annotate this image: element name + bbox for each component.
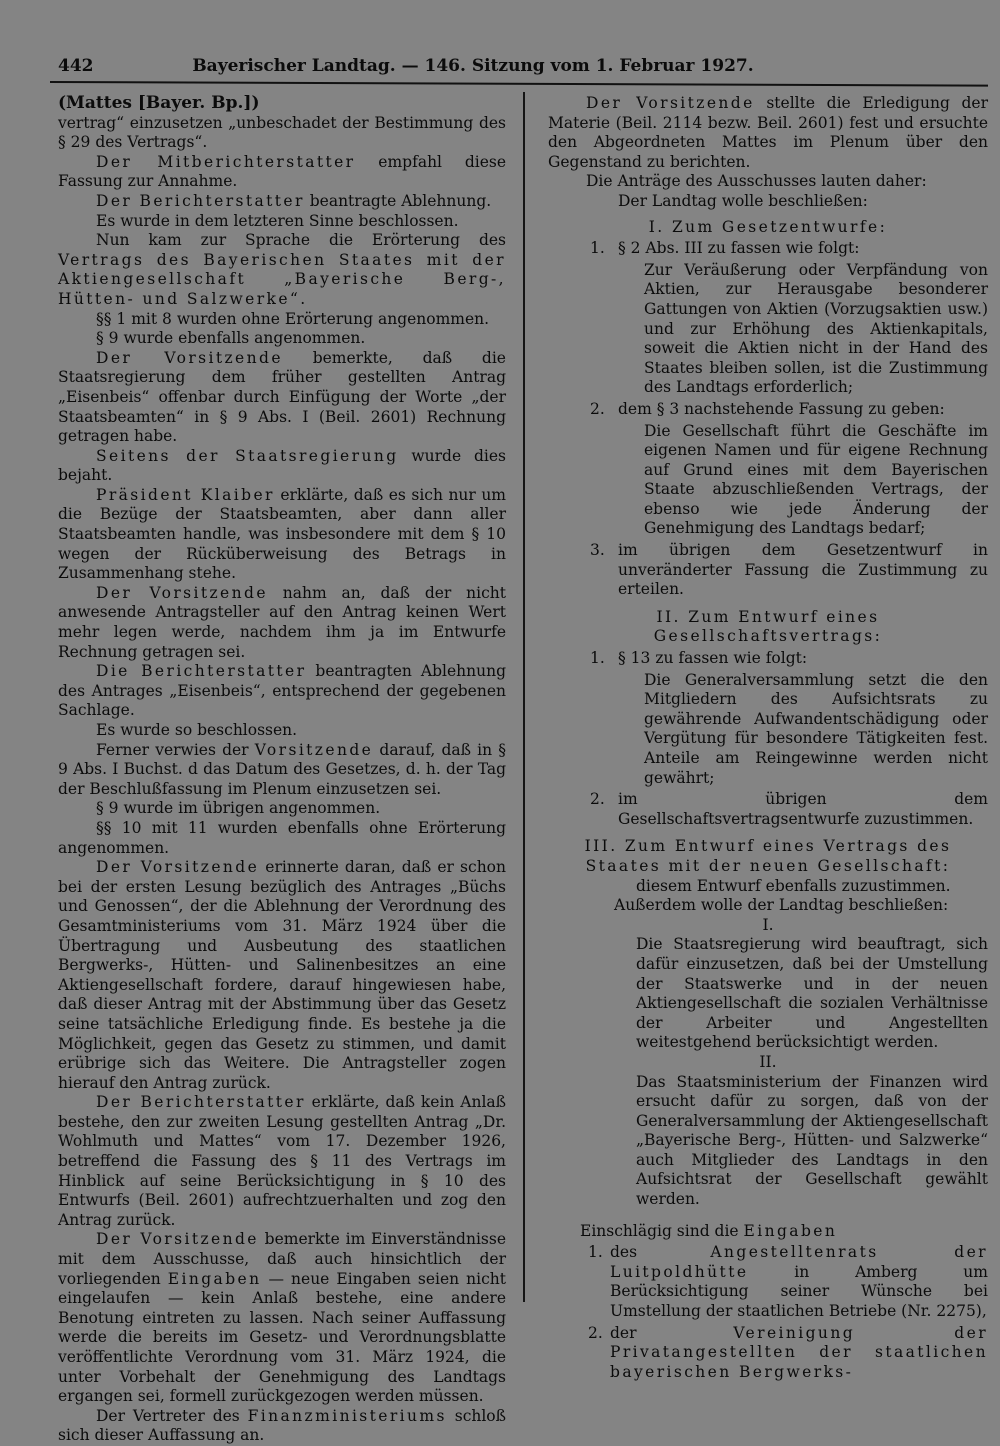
speaker-name: Seitens der Staatsregierung bbox=[96, 446, 399, 465]
paragraph: §§ 10 mit 11 wurden ebenfalls ohne Erörterung angenommen. bbox=[58, 818, 506, 857]
paragraph bbox=[58, 741, 506, 800]
section-heading: II. Zum Entwurf eines Gesellschaftsvertrags: bbox=[653, 607, 883, 646]
paragraph: Der Landtag wolle beschließen: bbox=[618, 191, 868, 210]
paragraph bbox=[58, 231, 506, 309]
item-number: 2. bbox=[588, 1323, 603, 1342]
paragraph: Außerdem wolle der Landtag beschließen: bbox=[614, 896, 949, 915]
item-text: dem § 3 nachstehende Fassung zu geben: bbox=[618, 399, 945, 418]
column-divider bbox=[523, 92, 525, 1302]
speaker-name: Der Berichterstatter bbox=[96, 1093, 306, 1112]
running-title: Bayerischer Landtag. — 146. Sitzung vom 1. Februar 1927. bbox=[192, 56, 754, 76]
paragraph-text: beantragte Ablehnung. bbox=[304, 191, 492, 210]
item-text-part: der bbox=[610, 1323, 734, 1342]
item-number: 1. bbox=[590, 649, 605, 668]
paragraph-text: bemerkte im Einverständnisse mit dem Ausschusse, daß auch hinsichtlich der vorliegenden bbox=[58, 1230, 506, 1288]
emphasis-text: Vereinigung der Privatangestellten der staatlichen bayerischen Bergwerks- bbox=[610, 1323, 988, 1381]
speaker-name: Präsident Klaiber bbox=[96, 485, 275, 504]
paragraph: Es wurde in dem letzteren Sinne beschlossen. bbox=[96, 211, 459, 230]
paragraph: §§ 1 mit 8 wurden ohne Erörterung angenommen. bbox=[96, 309, 490, 328]
list-item bbox=[548, 1243, 988, 1321]
paragraph bbox=[58, 858, 506, 1093]
paragraph-text: stellte die Erledigung der Materie (Beil. 2114 bezw. Beil. 2601) fest und ersuchte den Abgeordneten Mattes im Plenum über den Gegenstand zu berichten. bbox=[548, 94, 988, 171]
paragraph bbox=[58, 153, 506, 192]
spacer bbox=[548, 1210, 988, 1222]
roman-numeral: II. bbox=[759, 1052, 777, 1071]
page-number: 442 bbox=[58, 56, 94, 76]
list-item bbox=[548, 649, 988, 669]
paragraph: vertrag“ einzusetzen „unbeschadet der Bestimmung des § 29 des Vertrags“. bbox=[58, 113, 506, 152]
list-item bbox=[548, 400, 988, 420]
item-text bbox=[610, 1324, 988, 1383]
paragraph bbox=[58, 1093, 506, 1230]
item-number: 1. bbox=[588, 1243, 603, 1262]
item-text: § 13 zu fassen wie folgt: bbox=[618, 649, 808, 668]
paragraph-text: beantragten Ablehnung des Antrages „Eisenbeis“, entsprechend der gegebenen Sachlage. bbox=[58, 662, 506, 720]
paragraph-text: bemerkte, daß die Staatsregierung dem früher gestellten Antrag „Eisenbeis“ offenbar durch Einfügung der Worte „der Staatsbeamten“ in § 9 Abs. I (Beil. 2601) Rechnung getragen habe. bbox=[58, 348, 506, 446]
speaker-name: Der Mitberichterstatter bbox=[96, 152, 356, 171]
paragraph: § 9 wurde im übrigen angenommen. bbox=[96, 799, 381, 818]
paragraph: Die Anträge des Ausschusses lauten daher: bbox=[586, 172, 927, 191]
paragraph bbox=[58, 584, 506, 662]
speaker-name: Der Vorsitzende bbox=[96, 583, 268, 602]
paragraph-text: erinnerte daran, daß er schon bei der ersten Lesung bezüglich des Antrages „Büchs und Genossen“, der die Ablehnung der Verordnung des Gesamtministeriums vom 31. März 1924 über die Übertragung und Ausbeutung des staatlichen Bergwerks-, Hütten- und Salinenbesitzes an eine Aktiengesellschaft fordere, darauf hingewiesen habe, daß dieser Antrag mit der Abstimmung über das Gesetz seine tatsächliche Erledigung finde. Es bestehe ja die Möglichkeit, gegen das Gesetz zu stimmen, und damit erübrige sich das Weitere. Die Antragsteller zogen hierauf den Antrag zurück. bbox=[58, 858, 506, 1092]
item-text: im übrigen dem Gesellschaftsvertragsentwurfe zuzustimmen. bbox=[618, 790, 988, 828]
quoted-text: Die Generalversammlung setzt die den Mitgliedern des Aufsichtsrats zu gewährende Aufwandentschädigung oder Vergütung für besondere Tätigkeiten fest. Anteile am Reingewinne werden nicht gewährt; bbox=[644, 670, 988, 787]
page-header bbox=[58, 56, 988, 82]
paragraph-text: Der Vertreter des bbox=[96, 1406, 248, 1425]
paragraph-text: darauf, daß in § 9 Abs. I Buchst. d das Datum des Gesetzes, d. h. der Tag der Beschlußfassung im Plenum einzusetzen sei. bbox=[58, 740, 507, 798]
paragraph-text: empfahl diese Fassung zur Annahme. bbox=[58, 152, 506, 191]
paragraph-text: erklärte, daß kein Anlaß bestehe, den zur zweiten Lesung gestellten Antrag „Dr. Wohlmuth und Mattes“ vom 17. Dezember 1926, betreffend die Fassung des § 11 des Vertrags im Hinblick auf seine Berücksichtigung in § 10 des Entwurfs (Beil. 2601) aufrechtzuerhalten und zog den Antrag zurück. bbox=[58, 1093, 506, 1229]
item-text-part: des bbox=[610, 1243, 711, 1262]
paragraph: Es wurde so beschlossen. bbox=[96, 721, 298, 739]
speaker-name: Die Berichterstatter bbox=[96, 662, 307, 681]
paragraph bbox=[58, 1407, 506, 1446]
speaker-name: Finanzministeriums bbox=[247, 1406, 447, 1425]
list-item bbox=[548, 541, 988, 600]
paragraph bbox=[58, 1230, 506, 1406]
paragraph bbox=[58, 447, 506, 486]
quoted-text: Das Staatsministerium der Finanzen wird ersucht dafür zu sorgen, daß von der Generalversammlung der Aktiengesellschaft „Bayerische Berg-, Hütten- und Salzwerke“ auch Mitglieder des Landtags in den Aufsichtsrat der Gesellschaft gewählt werden. bbox=[636, 1072, 988, 1209]
paragraph-text: erklärte, daß es sich nur um die Bezüge der Staatsbeamten, aber dann aller Staatsbeamten handle, was insbesondere mit dem § 10 wegen der Rücküberweisung des Betrags in Zusammenhang stehe. bbox=[58, 485, 507, 583]
paragraph-text: Nun kam zur Sprache die Erörterung des bbox=[96, 231, 506, 250]
item-text-part: in Amberg um Berücksichtigung seiner Wünsche bei Umstellung der staatlichen Betriebe (Nr. 2275), bbox=[610, 1262, 988, 1321]
paragraph bbox=[58, 486, 506, 584]
paragraph-text: — neue Eingaben seien nicht eingelaufen — kein Anlaß bestehe, eine andere Benotung eintreten zu lassen. Nach seiner Auffassung werde die bereits im Gesetz- und Verordnungsblatte veröffentlichte Verordnung vom 31. März 1924, die unter Vorbehalt der Genehmigung des Landtags ergangen sei, formell zurückgezogen werden müssen. bbox=[58, 1269, 507, 1406]
item-text: im übrigen dem Gesetzentwurf in unveränderter Fassung die Zustimmung zu erteilen. bbox=[618, 541, 988, 599]
paragraph-text: Ferner verwies der bbox=[96, 740, 255, 759]
emphasis-text: Angestelltenrats der Luitpoldhütte bbox=[610, 1243, 988, 1281]
speaker-tag: (Mattes [Bayer. Bp.]) bbox=[58, 93, 260, 113]
paragraph-text: wurde dies bejaht. bbox=[58, 446, 506, 485]
section-heading: III. Zum Entwurf eines Vertrags des Staates mit der neuen Gesellschaft: bbox=[584, 837, 952, 875]
speaker-name: Vorsitzende bbox=[254, 740, 374, 759]
item-number: 1. bbox=[590, 239, 605, 258]
list-item bbox=[548, 1324, 988, 1383]
item-number: 3. bbox=[590, 541, 605, 560]
list-item bbox=[548, 790, 988, 829]
list-item bbox=[548, 239, 988, 259]
paragraph bbox=[548, 94, 988, 172]
quoted-text: Zur Veräußerung oder Verpfändung von Aktien, zur Herausgabe besonderer Gattungen von Aktien (Vorzugsaktien usw.) und zur Erhöhung des Aktienkapitals, soweit die Aktien nicht in der Hand des Staates bleiben sollen, ist die Zustimmung des Landtags erforderlich; bbox=[644, 260, 988, 397]
speaker-name: Der Berichterstatter bbox=[96, 191, 305, 210]
item-text bbox=[610, 1243, 988, 1321]
paragraph bbox=[58, 662, 506, 721]
paragraph: diesem Entwurf ebenfalls zuzustimmen. bbox=[636, 876, 951, 895]
paragraph bbox=[58, 349, 506, 447]
roman-numeral: I. bbox=[762, 915, 774, 934]
speaker-name: Der Vorsitzende bbox=[96, 1230, 259, 1249]
speaker-name: Der Vorsitzende bbox=[586, 94, 755, 112]
section-heading: I. Zum Gesetzentwurfe: bbox=[648, 217, 888, 236]
paragraph-text: schloß sich dieser Auffassung an. bbox=[58, 1406, 506, 1445]
paragraph-text: nahm an, daß der nicht anwesende Antragsteller auf den Antrag keinen Wert mehr legen werde, nachdem ihm ja im Entwurfe Rechnung getragen sei. bbox=[58, 583, 506, 661]
emphasis-text: Eingaben bbox=[167, 1269, 262, 1288]
paragraph-text: Einschlägig sind die bbox=[580, 1221, 744, 1240]
left-column bbox=[58, 94, 506, 1446]
speaker-name: Der Vorsitzende bbox=[96, 348, 283, 367]
paragraph bbox=[548, 1222, 988, 1242]
quoted-text: Die Staatsregierung wird beauftragt, sich dafür einzusetzen, daß bei der Umstellung der Staatswerke und in der neuen Aktiengesellschaft die sozialen Verhältnisse der Arbeiter und Angestellten weitestgehend berücksichtigt werden. bbox=[636, 935, 988, 1052]
right-column bbox=[548, 94, 988, 1384]
item-number: 2. bbox=[590, 399, 605, 418]
item-number: 2. bbox=[590, 790, 605, 809]
emphasis-text: Eingaben bbox=[743, 1221, 838, 1240]
paragraph bbox=[58, 192, 506, 212]
emphasis-text: Vertrags des Bayerischen Staates mit der Aktiengesellschaft „Bayerische Berg-, Hütten- und Salzwerke“. bbox=[58, 250, 506, 308]
speaker-name: Der Vorsitzende bbox=[96, 858, 260, 877]
quoted-text: Die Gesellschaft führt die Geschäfte im eigenen Namen und für eigene Rechnung auf Grund eines mit dem Bayerischen Staate abzuschließenden Vertrags, der ebenso wie jede Änderung der Genehmigung des Landtags bedarf; bbox=[644, 421, 988, 538]
item-text: § 2 Abs. III zu fassen wie folgt: bbox=[618, 239, 860, 258]
paragraph: § 9 wurde ebenfalls angenommen. bbox=[96, 329, 366, 348]
